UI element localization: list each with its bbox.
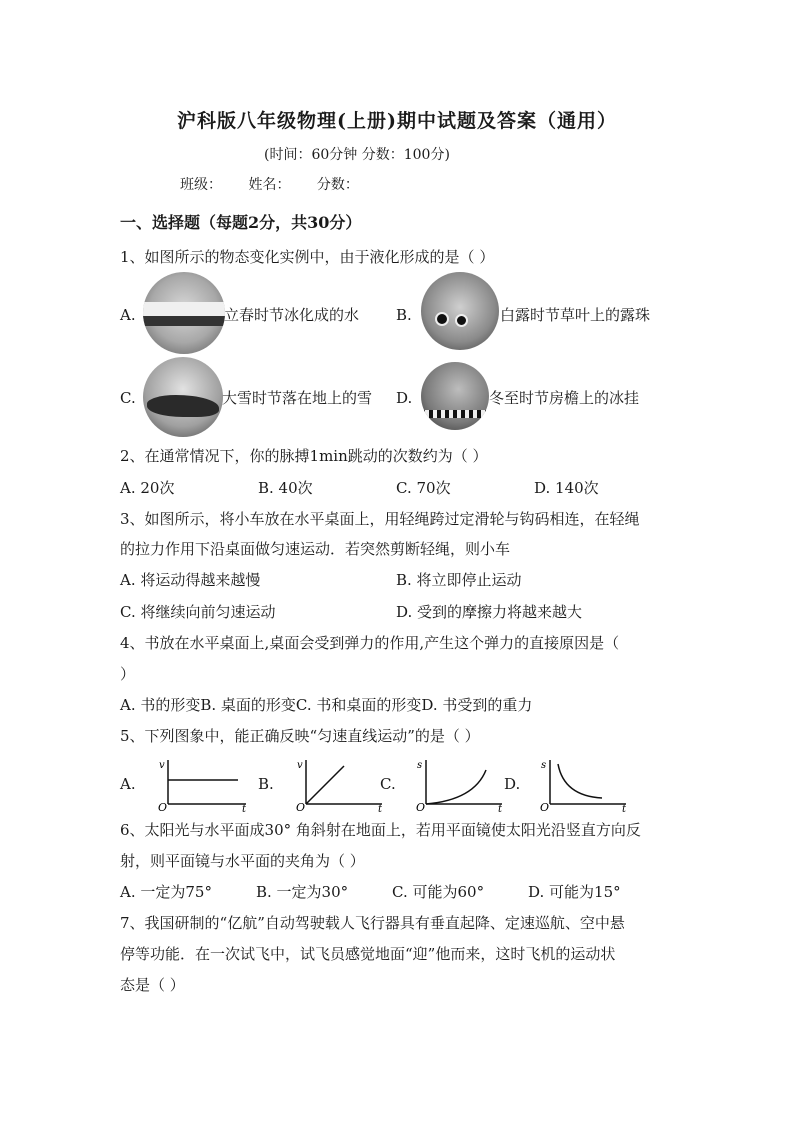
ice-melting-photo (143, 272, 225, 354)
q1-option-d-letter: D. (396, 389, 413, 407)
question-1: 1、如图所示的物态变化实例中，由于液化形成的是（ ） (120, 248, 495, 266)
q3-option-b: B. 将立即停止运动 (396, 571, 522, 589)
graph-a-y-label: v (159, 760, 165, 771)
q6-option-b: B. 一定为30° (256, 883, 349, 901)
graph-c-st-curve-up (404, 756, 508, 812)
question-7-line-2: 停等功能．在一次试飞中，试飞员感觉地面“迎”他而来，这时飞机的运动状 (120, 945, 616, 963)
q3-option-a: A. 将运动得越来越慢 (120, 571, 261, 589)
q2-option-d: D. 140次 (534, 479, 599, 497)
name-label: 姓名： (248, 177, 291, 193)
question-6-line-2: 射，则平面镜与水平面的夹角为（ ） (120, 852, 365, 870)
q1-option-a-caption: 立春时节冰化成的水 (224, 306, 360, 324)
graph-a-x-label: t (242, 804, 247, 812)
q2-option-b: B. 40次 (258, 479, 313, 497)
student-info (180, 174, 381, 194)
q5-option-b-letter: B. (258, 775, 274, 793)
question-4-line-2: ） (120, 665, 136, 683)
question-4-line-1: 4、书放在水平桌面上,桌面会受到弹力的作用,产生这个弹力的直接原因是（ (120, 634, 620, 652)
q1-option-d-caption: 冬至时节房檐上的冰挂 (489, 389, 640, 407)
q2-option-a: A. 20次 (120, 479, 175, 497)
graph-b-x-label: t (378, 804, 383, 812)
q1-option-b-letter: B. (396, 306, 412, 324)
q1-option-c-caption: 大雪时节落在地上的雪 (222, 389, 373, 407)
page-title: 沪科版八年级物理(上册)期中试题及答案（通用） (177, 110, 617, 132)
q1-option-c-letter: C. (120, 389, 136, 407)
q6-option-c: C. 可能为60° (392, 883, 485, 901)
q5-option-d-letter: D. (504, 775, 521, 793)
graph-a-origin: O (158, 801, 168, 812)
graph-b-y-label: v (297, 760, 303, 771)
q1-option-a-letter: A. (120, 306, 136, 324)
graph-c-x-label: t (498, 804, 503, 812)
q1-option-b-caption: 白露时节草叶上的露珠 (500, 306, 651, 324)
question-7-line-3: 态是（ ） (120, 976, 185, 994)
snow-photo (143, 357, 223, 437)
question-5: 5、下列图象中，能正确反映“匀速直线运动”的是（ ） (120, 727, 480, 745)
q3-option-c: C. 将继续向前匀速运动 (120, 603, 276, 621)
q6-option-d: D. 可能为15° (528, 883, 621, 901)
question-7-line-1: 7、我国研制的“亿航”自动驾驶载人飞行器具有垂直起降、定速巡航、空中悬 (120, 914, 625, 932)
question-3-line-2: 的拉力作用下沿桌面做匀速运动．若突然剪断轻绳，则小车 (120, 540, 511, 558)
graph-d-x-label: t (622, 804, 627, 812)
q4-options: A. 书的形变B. 桌面的形变C. 书和桌面的形变D. 书受到的重力 (120, 696, 533, 714)
q5-option-c-letter: C. (380, 775, 396, 793)
graph-c-y-label: s (417, 760, 423, 771)
class-label: 班级： (180, 177, 222, 193)
graph-c-origin: O (416, 801, 426, 812)
q6-option-a: A. 一定为75° (120, 883, 212, 901)
score-label: 分数： (316, 177, 359, 193)
graph-d-st-curve-down (528, 756, 632, 812)
graph-a-vt-constant (146, 756, 250, 812)
exam-time-score: (时间：60分钟 分数：100分) (264, 147, 450, 163)
dew-photo (421, 272, 499, 350)
question-2: 2、在通常情况下，你的脉搏1min跳动的次数约为（ ） (120, 447, 488, 465)
graph-d-origin: O (540, 801, 550, 812)
q5-option-a-letter: A. (120, 775, 136, 793)
question-6-line-1: 6、太阳光与水平面成30° 角斜射在地面上，若用平面镜使太阳光沿竖直方向反 (120, 821, 641, 839)
icicle-photo (421, 362, 489, 430)
q3-option-d: D. 受到的摩擦力将越来越大 (396, 603, 583, 621)
question-3-line-1: 3、如图所示，将小车放在水平桌面上，用轻绳跨过定滑轮与钩码相连，在轻绳 (120, 510, 640, 528)
q2-option-c: C. 70次 (396, 479, 451, 497)
graph-b-origin: O (296, 801, 306, 812)
graph-b-vt-linear (284, 756, 388, 812)
graph-d-y-label: s (541, 760, 547, 771)
section-title: 一、选择题（每题2分，共30分） (120, 213, 362, 232)
